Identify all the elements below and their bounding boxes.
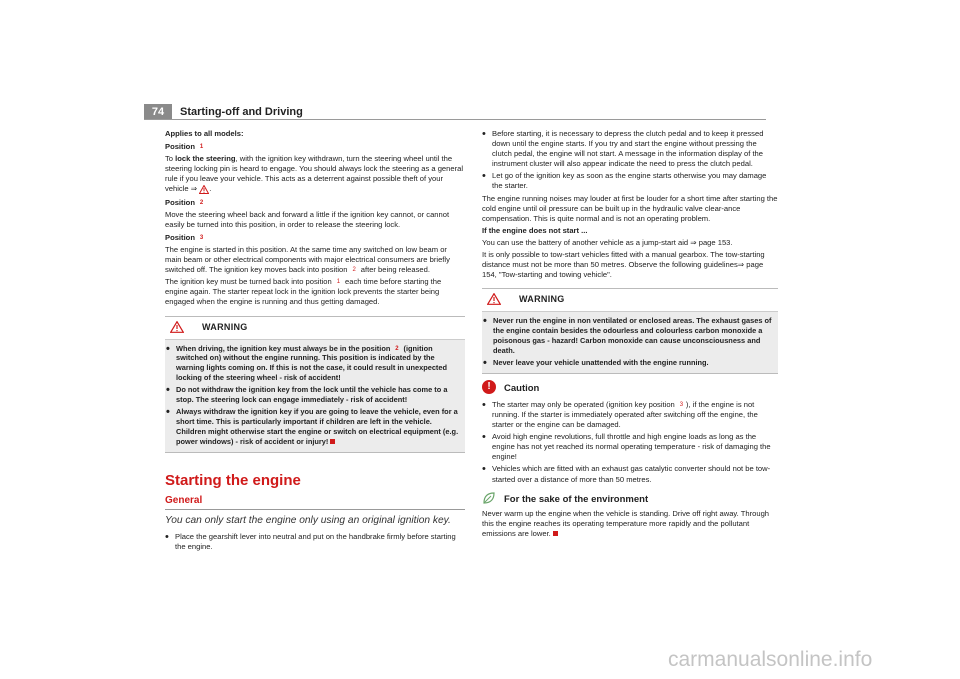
- position-1-heading: [165, 142, 465, 152]
- warning-bullet: • Never leave your vehicle unattended with the engine running.: [483, 358, 775, 368]
- position-marker: 1: [336, 279, 341, 286]
- warning-bullet: [166, 407, 462, 447]
- environment-header: [482, 491, 778, 509]
- right-column: [482, 129, 778, 541]
- position-marker: 3: [199, 234, 204, 241]
- text-run: each time before starting the engine again. The starter repeat lock in the ignition lock prevents the starter being engaged when the engine is running and thus getting damaged.: [165, 277, 442, 307]
- warning-body: [165, 340, 465, 452]
- text-run: after being released.: [360, 265, 430, 275]
- gearshift-bullet: • Place the gearshift lever into neutral and put on the handbrake firmly before starting the engine.: [165, 532, 465, 552]
- text-run: ), if the engine is not running. If the starter is immediately operated after switching off the engine, the starter or the engine can be damaged.: [492, 399, 758, 430]
- caution-bullet: • Vehicles which are fitted with an exhaust gas catalytic converter should not be tow-started over a distance of more than 50 metres.: [482, 464, 778, 484]
- position-marker: 2: [395, 345, 399, 352]
- section-end-icon: [330, 439, 335, 444]
- header-rule: [144, 119, 766, 120]
- position-2-paragraph: Move the steering wheel back and forward a little if the ignition key cannot, or cannot easily be turned into this position, in order to release the steering lock.: [165, 209, 450, 229]
- jump-start-paragraph: You can use the battery of another vehicle as a jump-start aid ⇒ page 153.: [482, 237, 733, 247]
- intro-text: You can only start the engine only using an original ignition key.: [165, 514, 451, 526]
- position-label: Position: [165, 232, 195, 242]
- subsection-rule: [165, 509, 465, 510]
- position-marker: 2: [352, 267, 356, 274]
- warning-header: [165, 317, 465, 340]
- text-run: The starter may only be operated (ignition key position: [492, 399, 675, 409]
- warning-title: WARNING: [202, 321, 248, 332]
- caution-icon: !: [482, 380, 496, 394]
- watermark: carmanualsonline.info: [668, 648, 873, 671]
- position-2-heading: [165, 198, 465, 208]
- warning-bullet: • Do not withdraw the ignition key from the lock until the vehicle has come to a stop. The steering lock can engage immediately - risk of accident!: [166, 385, 462, 405]
- warning-header: [482, 289, 778, 312]
- text-run: Never warm up the engine when the vehicle is standing. Drive off right away. Through this the engine reaches its operating temperature more rapidly and the pollutant emissions are lower.: [482, 508, 770, 538]
- engine-noise-paragraph: The engine running noises may louder at first be louder for a short time after starting the cold engine until oil pressure can be built up in the hydraulic valve clear-ance compensation. This is quite normal and is not an operating problem.: [482, 193, 778, 223]
- leaf-icon: [482, 491, 496, 505]
- repeat-lock-paragraph: [165, 277, 465, 307]
- warning-bullet: • Never run the engine in non ventilated or enclosed areas. The exhaust gases of the engine contain besides the odourless and colourless carbon monoxide a poisonous gas - hazard! Carbon monoxide can cause unconsciousness and death.: [483, 316, 775, 356]
- ignition-key-bullet: • Let go of the ignition key as soon as the engine starts otherwise you may damage the starter.: [482, 171, 778, 191]
- no-start-heading: If the engine does not start ...: [482, 225, 588, 235]
- tow-start-paragraph: It is only possible to tow-start vehicles fitted with a manual gearbox. The tow-starting distance must not be more than 50 metres. Observe the following guidelines⇒ page 154, "Tow-starting and towing vehicle".: [482, 250, 765, 280]
- applies-label: Applies to all models:: [165, 129, 244, 138]
- caution-bullet: • Avoid high engine revolutions, full throttle and high engine loads as long as the engine has not yet reached its normal operating temperature - risk of damaging the engine!: [482, 432, 778, 462]
- clutch-bullet: • Before starting, it is necessary to depress the clutch pedal and to keep it pressed down until the engine starts. If you try and start the engine without pressing the clutch pedal, the engine will not start. A message in the information display of the instrument cluster will also appear indicate the need to press the clutch pedal.: [482, 129, 778, 169]
- warning-triangle-icon: [199, 184, 212, 194]
- environment-title: For the sake of the environment: [504, 493, 649, 505]
- text-run: The ignition key must be turned back into position: [165, 277, 332, 287]
- left-column: [165, 129, 465, 554]
- position-label: Position: [165, 142, 195, 152]
- text-run: The engine is started in this position. At the same time any switched on low beam or main beam or other electrical components with major electrical consumers are briefly switched off. The ignition key moves back into position: [165, 244, 450, 275]
- page-number: 74: [144, 104, 172, 120]
- chapter-title: Starting-off and Driving: [180, 106, 303, 118]
- warning-bullet: [166, 344, 462, 384]
- subsection-title: General: [165, 494, 203, 506]
- text-run: When driving, the ignition key must always be in the position: [176, 343, 391, 353]
- text-run: To: [165, 154, 176, 164]
- text-run: , with the ignition key withdrawn, turn the steering wheel until the steering locking pin is heard to engage. You should always lock the steering as a general rule if you leave your vehicle. This acts as a deterrent against possible theft of your vehicle ⇒: [165, 154, 464, 194]
- warning-body: [482, 312, 778, 373]
- position-3-heading: [165, 233, 465, 243]
- section-end-icon: [553, 531, 558, 536]
- warning-box: [165, 316, 465, 453]
- warning-title: WARNING: [519, 294, 565, 305]
- position-marker: 3: [679, 401, 684, 408]
- text-run: Always withdraw the ignition key if you are going to leave the vehicle, even for a short time. This is particularly important if children are left in the vehicle. Children might otherwise start the engine or switch on electrical equipment (e.g. power windows) - risk of accident or injury!: [176, 406, 459, 446]
- bold-term: lock the steering: [175, 154, 236, 164]
- section-title: Starting the engine: [165, 471, 301, 489]
- warning-box: [482, 288, 778, 374]
- warning-triangle-icon: [170, 321, 184, 333]
- caution-title: Caution: [504, 382, 540, 394]
- warning-triangle-icon: [487, 293, 501, 305]
- caution-bullet: [482, 400, 778, 430]
- text-run: .: [209, 184, 212, 194]
- position-3-paragraph: [165, 245, 465, 275]
- position-marker: 1: [199, 144, 204, 151]
- caution-header: [482, 380, 778, 400]
- position-marker: 2: [199, 199, 204, 206]
- text-run: (ignition switched on) without the engine running. This position is indicated by the warning lights coming on. If this is not the case, it could result in unexpected locking of the steering wheel - risk of accident!: [176, 343, 448, 383]
- steering-lock-paragraph: [165, 154, 465, 194]
- position-label: Position: [165, 197, 195, 207]
- environment-paragraph: [482, 509, 778, 539]
